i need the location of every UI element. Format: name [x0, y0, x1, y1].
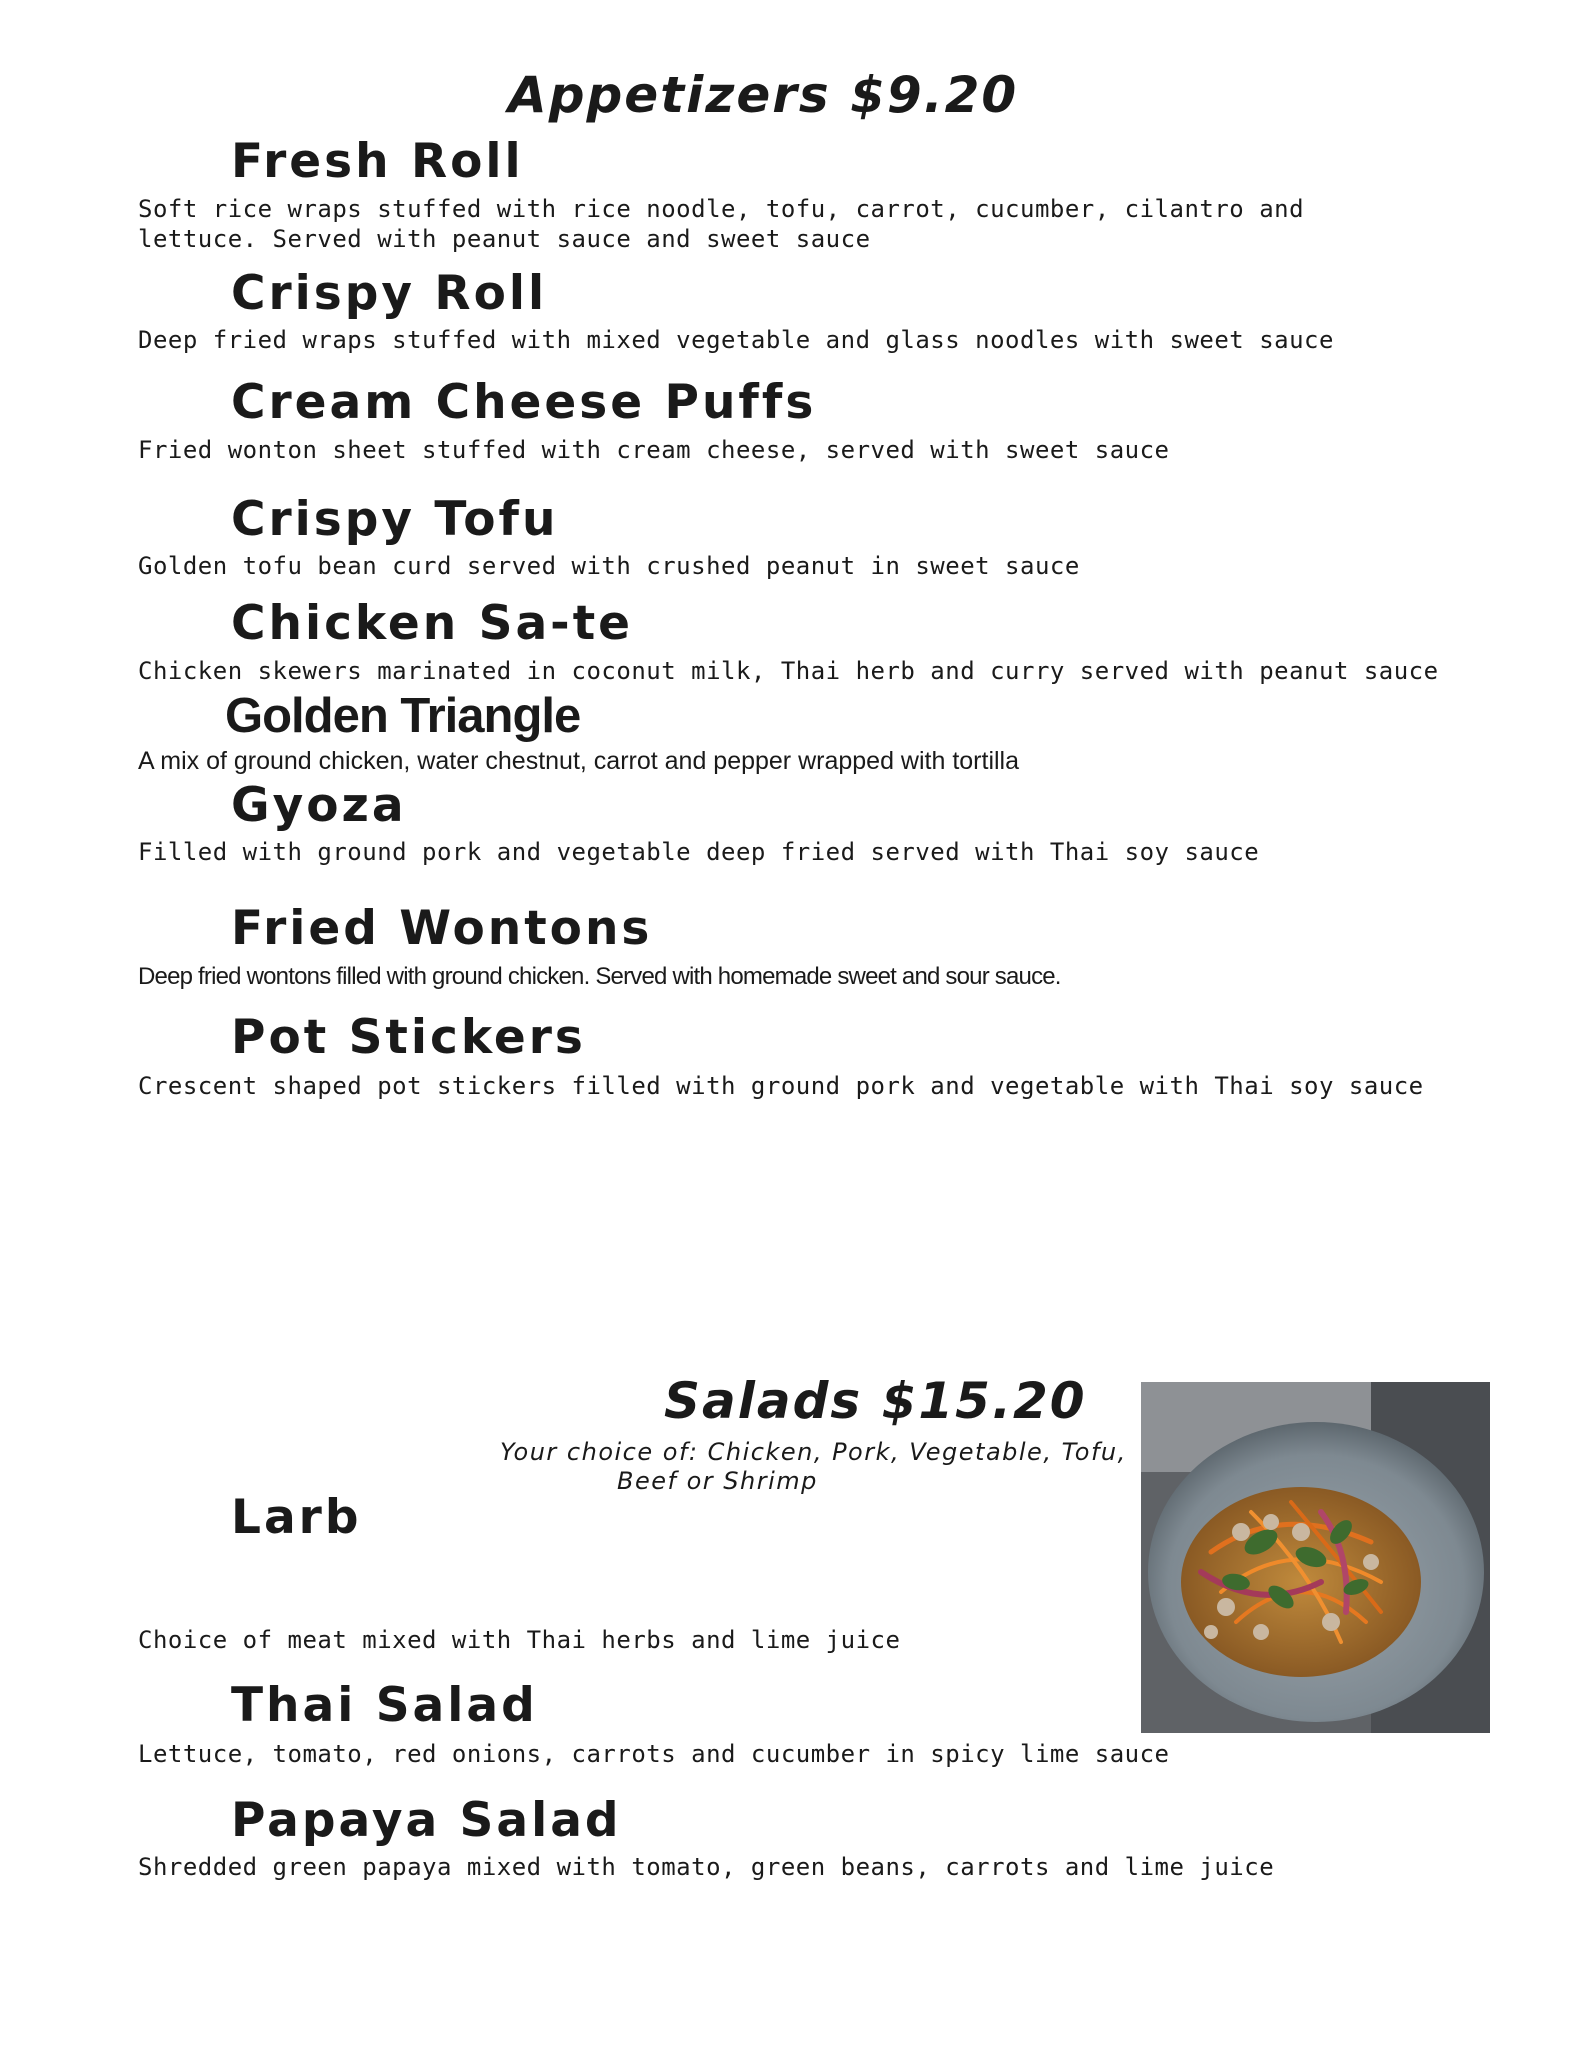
item-desc-larb: Choice of meat mixed with Thai herbs and lime juice [138, 1626, 901, 1654]
item-desc-pot-stickers: Crescent shaped pot stickers filled with ground pork and vegetable with Thai soy sauce [138, 1072, 1424, 1100]
item-desc-fresh-roll: Soft rice wraps stuffed with rice noodle, tofu, carrot, cucumber, cilantro and lettuce. Served with peanut sauce and sweet sauce [138, 195, 1305, 253]
item-name-papaya-salad: Papaya Salad [231, 1793, 622, 1848]
item-desc-golden-triangle: A mix of ground chicken, water chestnut, carrot and pepper wrapped with tortilla [138, 747, 1020, 775]
larb-salad-image [1141, 1382, 1490, 1733]
salads-choice-line-2: Beef or Shrimp [617, 1467, 818, 1495]
item-name-larb: Larb [231, 1490, 362, 1545]
item-name-chicken-sate: Chicken Sa-te [231, 596, 634, 651]
item-name-thai-salad: Thai Salad [231, 1678, 538, 1733]
salads-title: Salads $15.20 [664, 1372, 1087, 1430]
item-desc-gyoza: Filled with ground pork and vegetable deep fried served with Thai soy sauce [138, 838, 1260, 866]
item-desc-fried-wontons: Deep fried wontons filled with ground chicken. Served with homemade sweet and sour sauce. [138, 963, 1061, 990]
item-name-gyoza: Gyoza [231, 778, 407, 833]
item-name-fried-wontons: Fried Wontons [231, 901, 653, 956]
item-name-crispy-roll: Crispy Roll [231, 266, 548, 321]
appetizers-title: Appetizers $9.20 [508, 66, 1019, 124]
salad-photo [1141, 1382, 1490, 1733]
salads-choice-line-1: Your choice of: Chicken, Pork, Vegetable, Tofu, [500, 1438, 1127, 1466]
item-desc-cream-cheese-puffs: Fried wonton sheet stuffed with cream cheese, served with sweet sauce [138, 436, 1170, 464]
item-desc-chicken-sate: Chicken skewers marinated in coconut milk, Thai herb and curry served with peanut sauce [138, 657, 1439, 685]
item-desc-crispy-roll: Deep fried wraps stuffed with mixed vegetable and glass noodles with sweet sauce [138, 326, 1334, 354]
item-desc-thai-salad: Lettuce, tomato, red onions, carrots and cucumber in spicy lime sauce [138, 1740, 1170, 1768]
item-name-pot-stickers: Pot Stickers [231, 1010, 586, 1065]
item-name-crispy-tofu: Crispy Tofu [231, 492, 559, 547]
item-name-golden-triangle: Golden Triangle [225, 689, 581, 743]
item-name-cream-cheese-puffs: Cream Cheese Puffs [231, 375, 817, 430]
item-desc-crispy-tofu: Golden tofu bean curd served with crushed peanut in sweet sauce [138, 552, 1080, 580]
item-name-fresh-roll: Fresh Roll [231, 134, 524, 189]
item-desc-papaya-salad: Shredded green papaya mixed with tomato, green beans, carrots and lime juice [138, 1853, 1275, 1881]
